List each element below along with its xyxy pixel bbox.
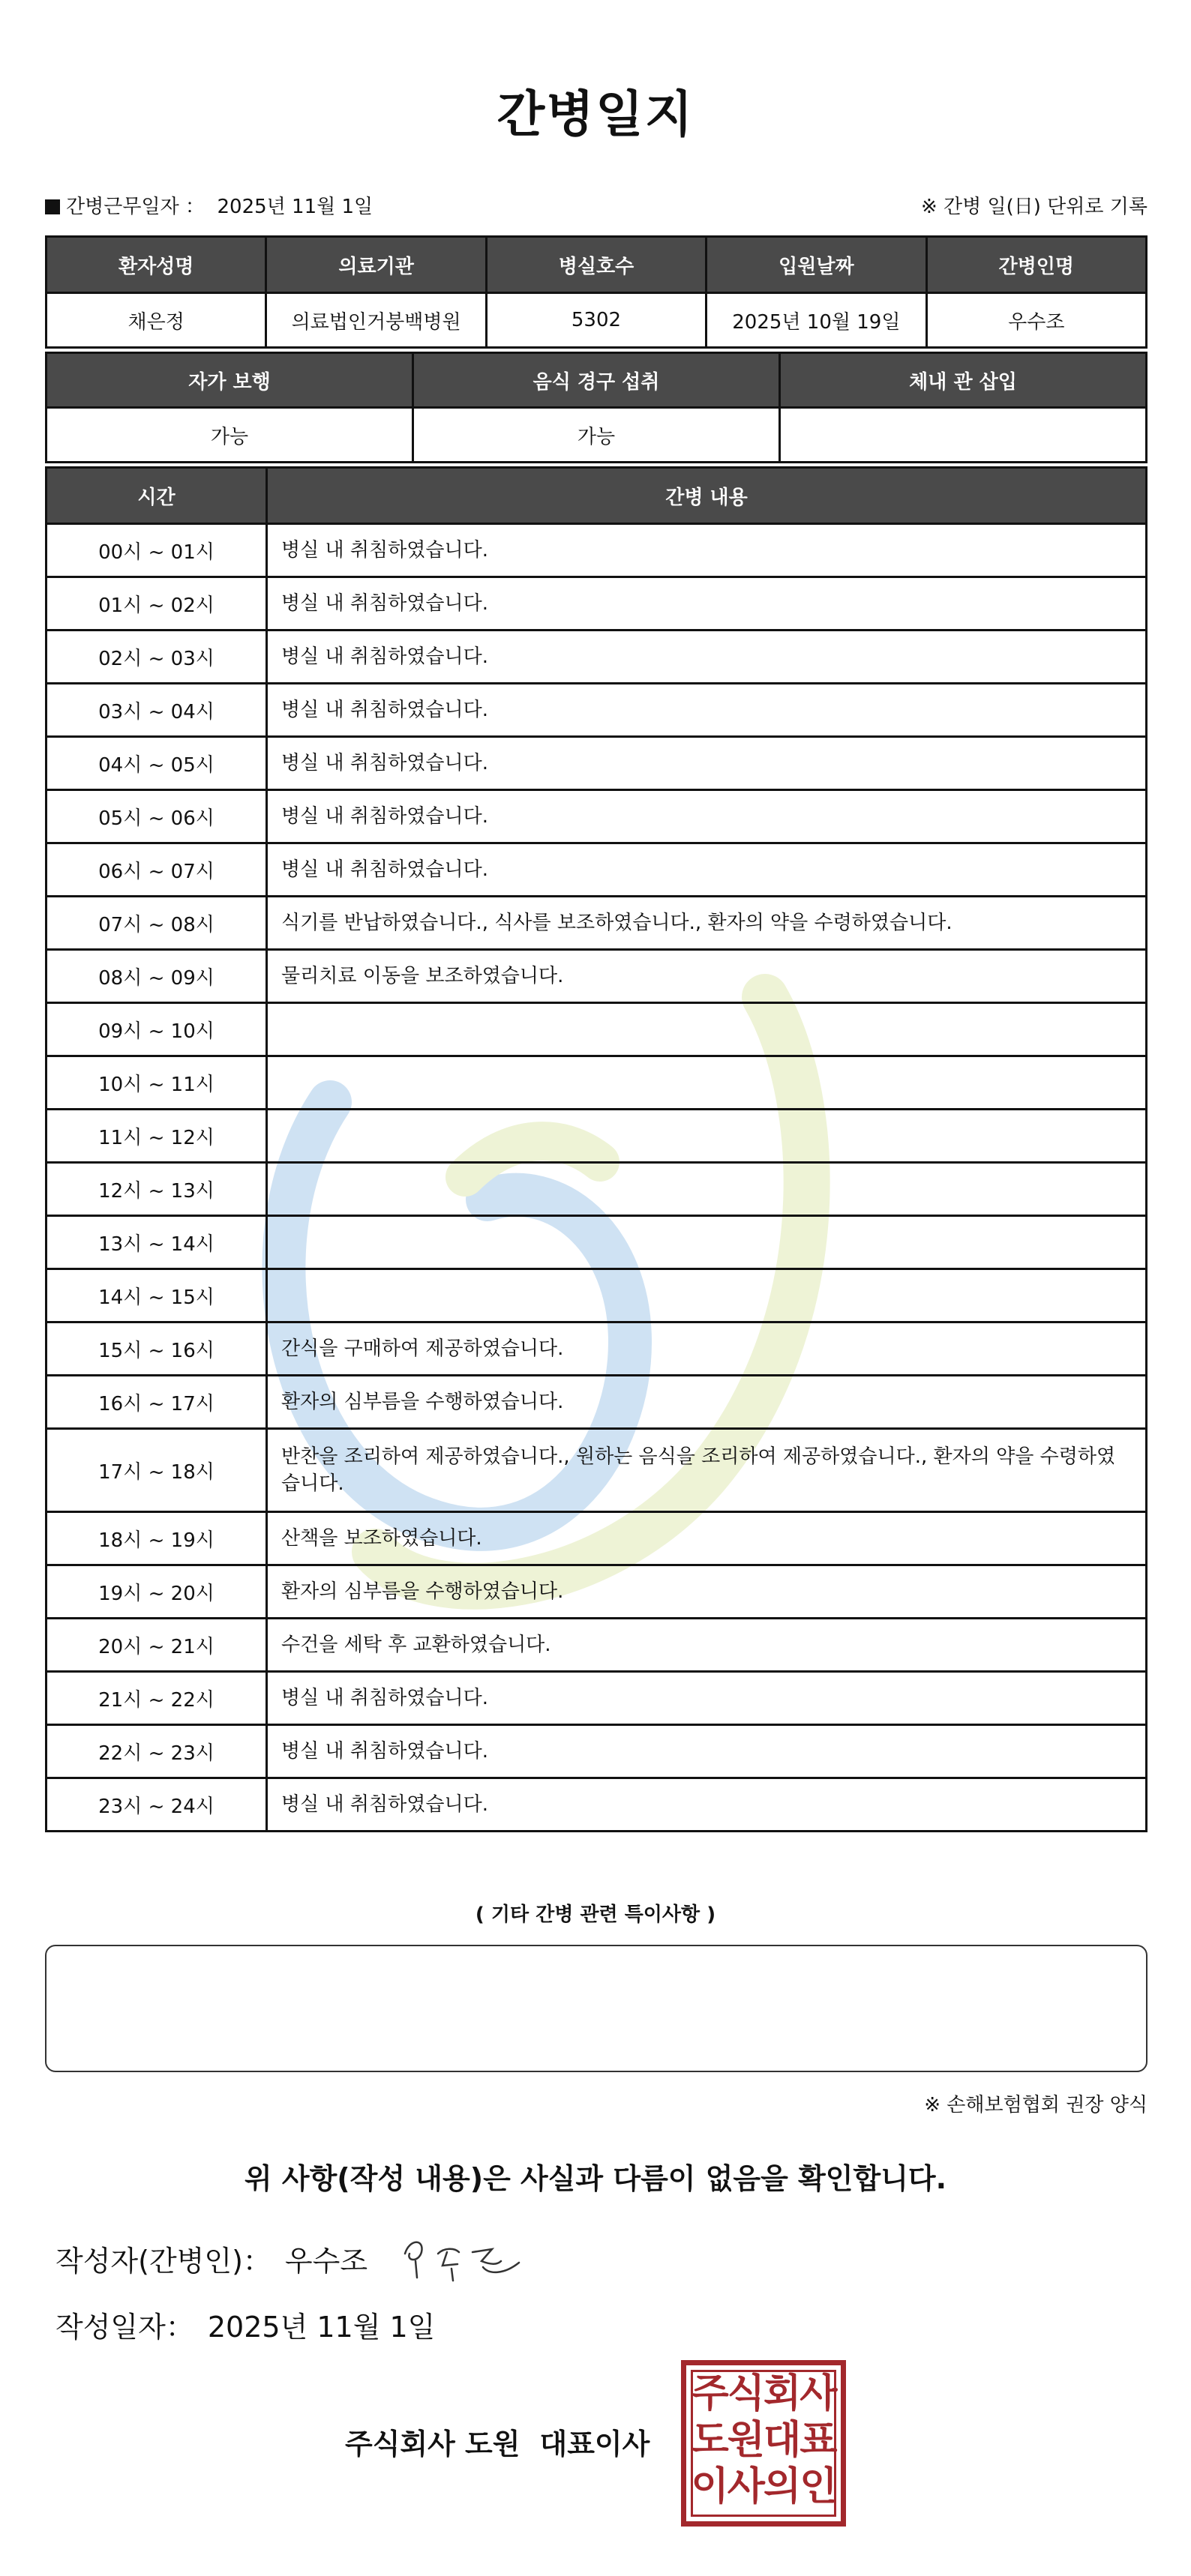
special-notes-box (45, 1945, 1148, 2072)
confirmation-statement: 위 사항(작성 내용)은 사실과 다름이 없음을 확인합니다. (244, 2162, 947, 2195)
content-cell: 간식을 구매하여 제공하였습니다. (267, 1322, 1147, 1376)
content-cell: 물리치료 이동을 보조하였습니다. (267, 950, 1147, 1003)
square-bullet-icon (45, 199, 60, 214)
time-cell: 08시 ~ 09시 (46, 950, 267, 1003)
table-row (46, 1619, 1147, 1672)
writer-line (56, 2240, 368, 2282)
time-cell: 11시 ~ 12시 (46, 1110, 267, 1163)
time-cell: 09시 ~ 10시 (46, 1003, 267, 1056)
content-cell: 수건을 세탁 후 교환하였습니다. (267, 1619, 1147, 1672)
content-cell: 식기를 반납하였습니다., 식사를 보조하였습니다., 환자의 약을 수령하였습니다. (267, 897, 1147, 950)
table-row (46, 684, 1147, 737)
caregiver-name: 우수조 (926, 293, 1146, 348)
company-signature-line (345, 2423, 650, 2465)
time-cell: 12시 ~ 13시 (46, 1163, 267, 1216)
table-row (46, 1429, 1147, 1512)
content-cell: 병실 내 취침하였습니다. (267, 1725, 1147, 1778)
time-cell: 14시 ~ 15시 (46, 1269, 267, 1322)
company-seal-stamp (681, 2360, 846, 2527)
content-cell (267, 1216, 1147, 1269)
table-row (46, 1725, 1147, 1778)
hospital-name: 의료법인거붕백병원 (266, 293, 486, 348)
content-cell: 병실 내 취침하였습니다. (267, 684, 1147, 737)
content-cell: 병실 내 취침하였습니다. (267, 631, 1147, 684)
table-row (46, 1163, 1147, 1216)
meta-row (45, 192, 1148, 222)
patient-info-value-row (46, 293, 1147, 348)
admission-date: 2025년 10월 19일 (706, 293, 926, 348)
time-cell: 13시 ~ 14시 (46, 1216, 267, 1269)
content-cell: 병실 내 취침하였습니다. (267, 1778, 1147, 1832)
header-hospital: 의료기관 (266, 237, 486, 293)
table-row (46, 737, 1147, 790)
header-self-walking: 자가 보행 (46, 353, 413, 408)
time-cell: 16시 ~ 17시 (46, 1376, 267, 1429)
table-row (46, 790, 1147, 843)
time-cell: 03시 ~ 04시 (46, 684, 267, 737)
content-cell: 병실 내 취침하였습니다. (267, 1672, 1147, 1725)
care-log-table (45, 466, 1148, 1832)
content-cell: 환자의 심부름을 수행하였습니다. (267, 1376, 1147, 1429)
patient-status-value-row (46, 408, 1147, 463)
page-title: 간병일지 (496, 85, 694, 143)
header-caregiver-name: 간병인명 (926, 237, 1146, 293)
content-cell: 환자의 심부름을 수행하였습니다. (267, 1565, 1147, 1619)
content-cell: 병실 내 취침하였습니다. (267, 577, 1147, 631)
content-cell (267, 1163, 1147, 1216)
company-title: 대표이사 (539, 2428, 650, 2461)
table-row (46, 1672, 1147, 1725)
content-cell: 병실 내 취침하였습니다. (267, 524, 1147, 577)
time-cell: 07시 ~ 08시 (46, 897, 267, 950)
time-cell: 23시 ~ 24시 (46, 1778, 267, 1832)
seal-line-1: 주식회사 (691, 2371, 836, 2416)
time-cell: 04시 ~ 05시 (46, 737, 267, 790)
time-cell: 15시 ~ 16시 (46, 1322, 267, 1376)
content-cell: 병실 내 취침하였습니다. (267, 790, 1147, 843)
content-cell (267, 1110, 1147, 1163)
content-cell (267, 1269, 1147, 1322)
time-cell: 17시 ~ 18시 (46, 1429, 267, 1512)
table-row (46, 1269, 1147, 1322)
time-cell: 22시 ~ 23시 (46, 1725, 267, 1778)
content-cell (267, 1056, 1147, 1110)
table-row (46, 1778, 1147, 1832)
form-note: ※ 손해보험협회 권장 양식 (924, 2094, 1148, 2116)
writer-label: 작성자(간병인)： (56, 2245, 272, 2278)
handwritten-signature (399, 2231, 526, 2291)
table-row (46, 843, 1147, 897)
table-row (46, 950, 1147, 1003)
table-row (46, 1056, 1147, 1110)
time-cell: 01시 ~ 02시 (46, 577, 267, 631)
company-name: 주식회사 도원 (345, 2428, 520, 2461)
patient-status-table (45, 352, 1148, 463)
time-cell: 21시 ~ 22시 (46, 1672, 267, 1725)
write-date-value: 2025년 11월 1일 (207, 2311, 436, 2344)
write-date-label: 작성일자： (56, 2311, 194, 2344)
writer-name: 우수조 (284, 2245, 368, 2278)
header-tube-insertion: 체내 관 삽입 (780, 353, 1147, 408)
time-cell: 06시 ~ 07시 (46, 843, 267, 897)
table-row (46, 577, 1147, 631)
self-walking-value: 가능 (46, 408, 413, 463)
content-cell: 산책을 보조하였습니다. (267, 1512, 1147, 1565)
header-patient-name: 환자성명 (46, 237, 266, 293)
time-cell: 20시 ~ 21시 (46, 1619, 267, 1672)
table-row (46, 1376, 1147, 1429)
time-cell: 19시 ~ 20시 (46, 1565, 267, 1619)
record-unit-note: ※ 간병 일(日) 단위로 기록 (920, 196, 1148, 218)
care-log-header-row (46, 468, 1147, 524)
table-row (46, 524, 1147, 577)
patient-info-header-row (46, 237, 1147, 293)
header-time: 시간 (46, 468, 267, 524)
patient-name: 채은정 (46, 293, 266, 348)
table-row (46, 1565, 1147, 1619)
work-date-value: 2025년 11월 1일 (217, 196, 374, 218)
work-date (45, 192, 373, 222)
table-row (46, 631, 1147, 684)
seal-line-2: 도원대표 (691, 2417, 836, 2463)
table-row (46, 1003, 1147, 1056)
table-row (46, 1216, 1147, 1269)
header-oral-intake: 음식 경구 섭취 (413, 353, 780, 408)
seal-line-3: 이사의인 (691, 2464, 836, 2509)
table-row (46, 897, 1147, 950)
header-admission-date: 입원날짜 (706, 237, 926, 293)
header-care-content: 간병 내용 (267, 468, 1147, 524)
date-line (56, 2306, 435, 2348)
tube-insertion-value (780, 408, 1147, 463)
content-cell: 반찬을 조리하여 제공하였습니다., 원하는 음식을 조리하여 제공하였습니다., 환자의 약을 수령하였습니다. (267, 1429, 1147, 1512)
time-cell: 18시 ~ 19시 (46, 1512, 267, 1565)
table-row (46, 1512, 1147, 1565)
time-cell: 05시 ~ 06시 (46, 790, 267, 843)
special-notes-heading: ( 기타 간병 관련 특이사항 ) (475, 1904, 716, 1926)
time-cell: 02시 ~ 03시 (46, 631, 267, 684)
time-cell: 10시 ~ 11시 (46, 1056, 267, 1110)
content-cell (267, 1003, 1147, 1056)
content-cell: 병실 내 취침하였습니다. (267, 843, 1147, 897)
header-room-number: 병실호수 (486, 237, 706, 293)
oral-intake-value: 가능 (413, 408, 780, 463)
patient-status-header-row (46, 353, 1147, 408)
table-row (46, 1110, 1147, 1163)
time-cell: 00시 ~ 01시 (46, 524, 267, 577)
content-cell: 병실 내 취침하였습니다. (267, 737, 1147, 790)
table-row (46, 1322, 1147, 1376)
work-date-label: 간병근무일자 ： (66, 196, 205, 218)
patient-info-table (45, 235, 1148, 349)
room-number: 5302 (486, 293, 706, 348)
